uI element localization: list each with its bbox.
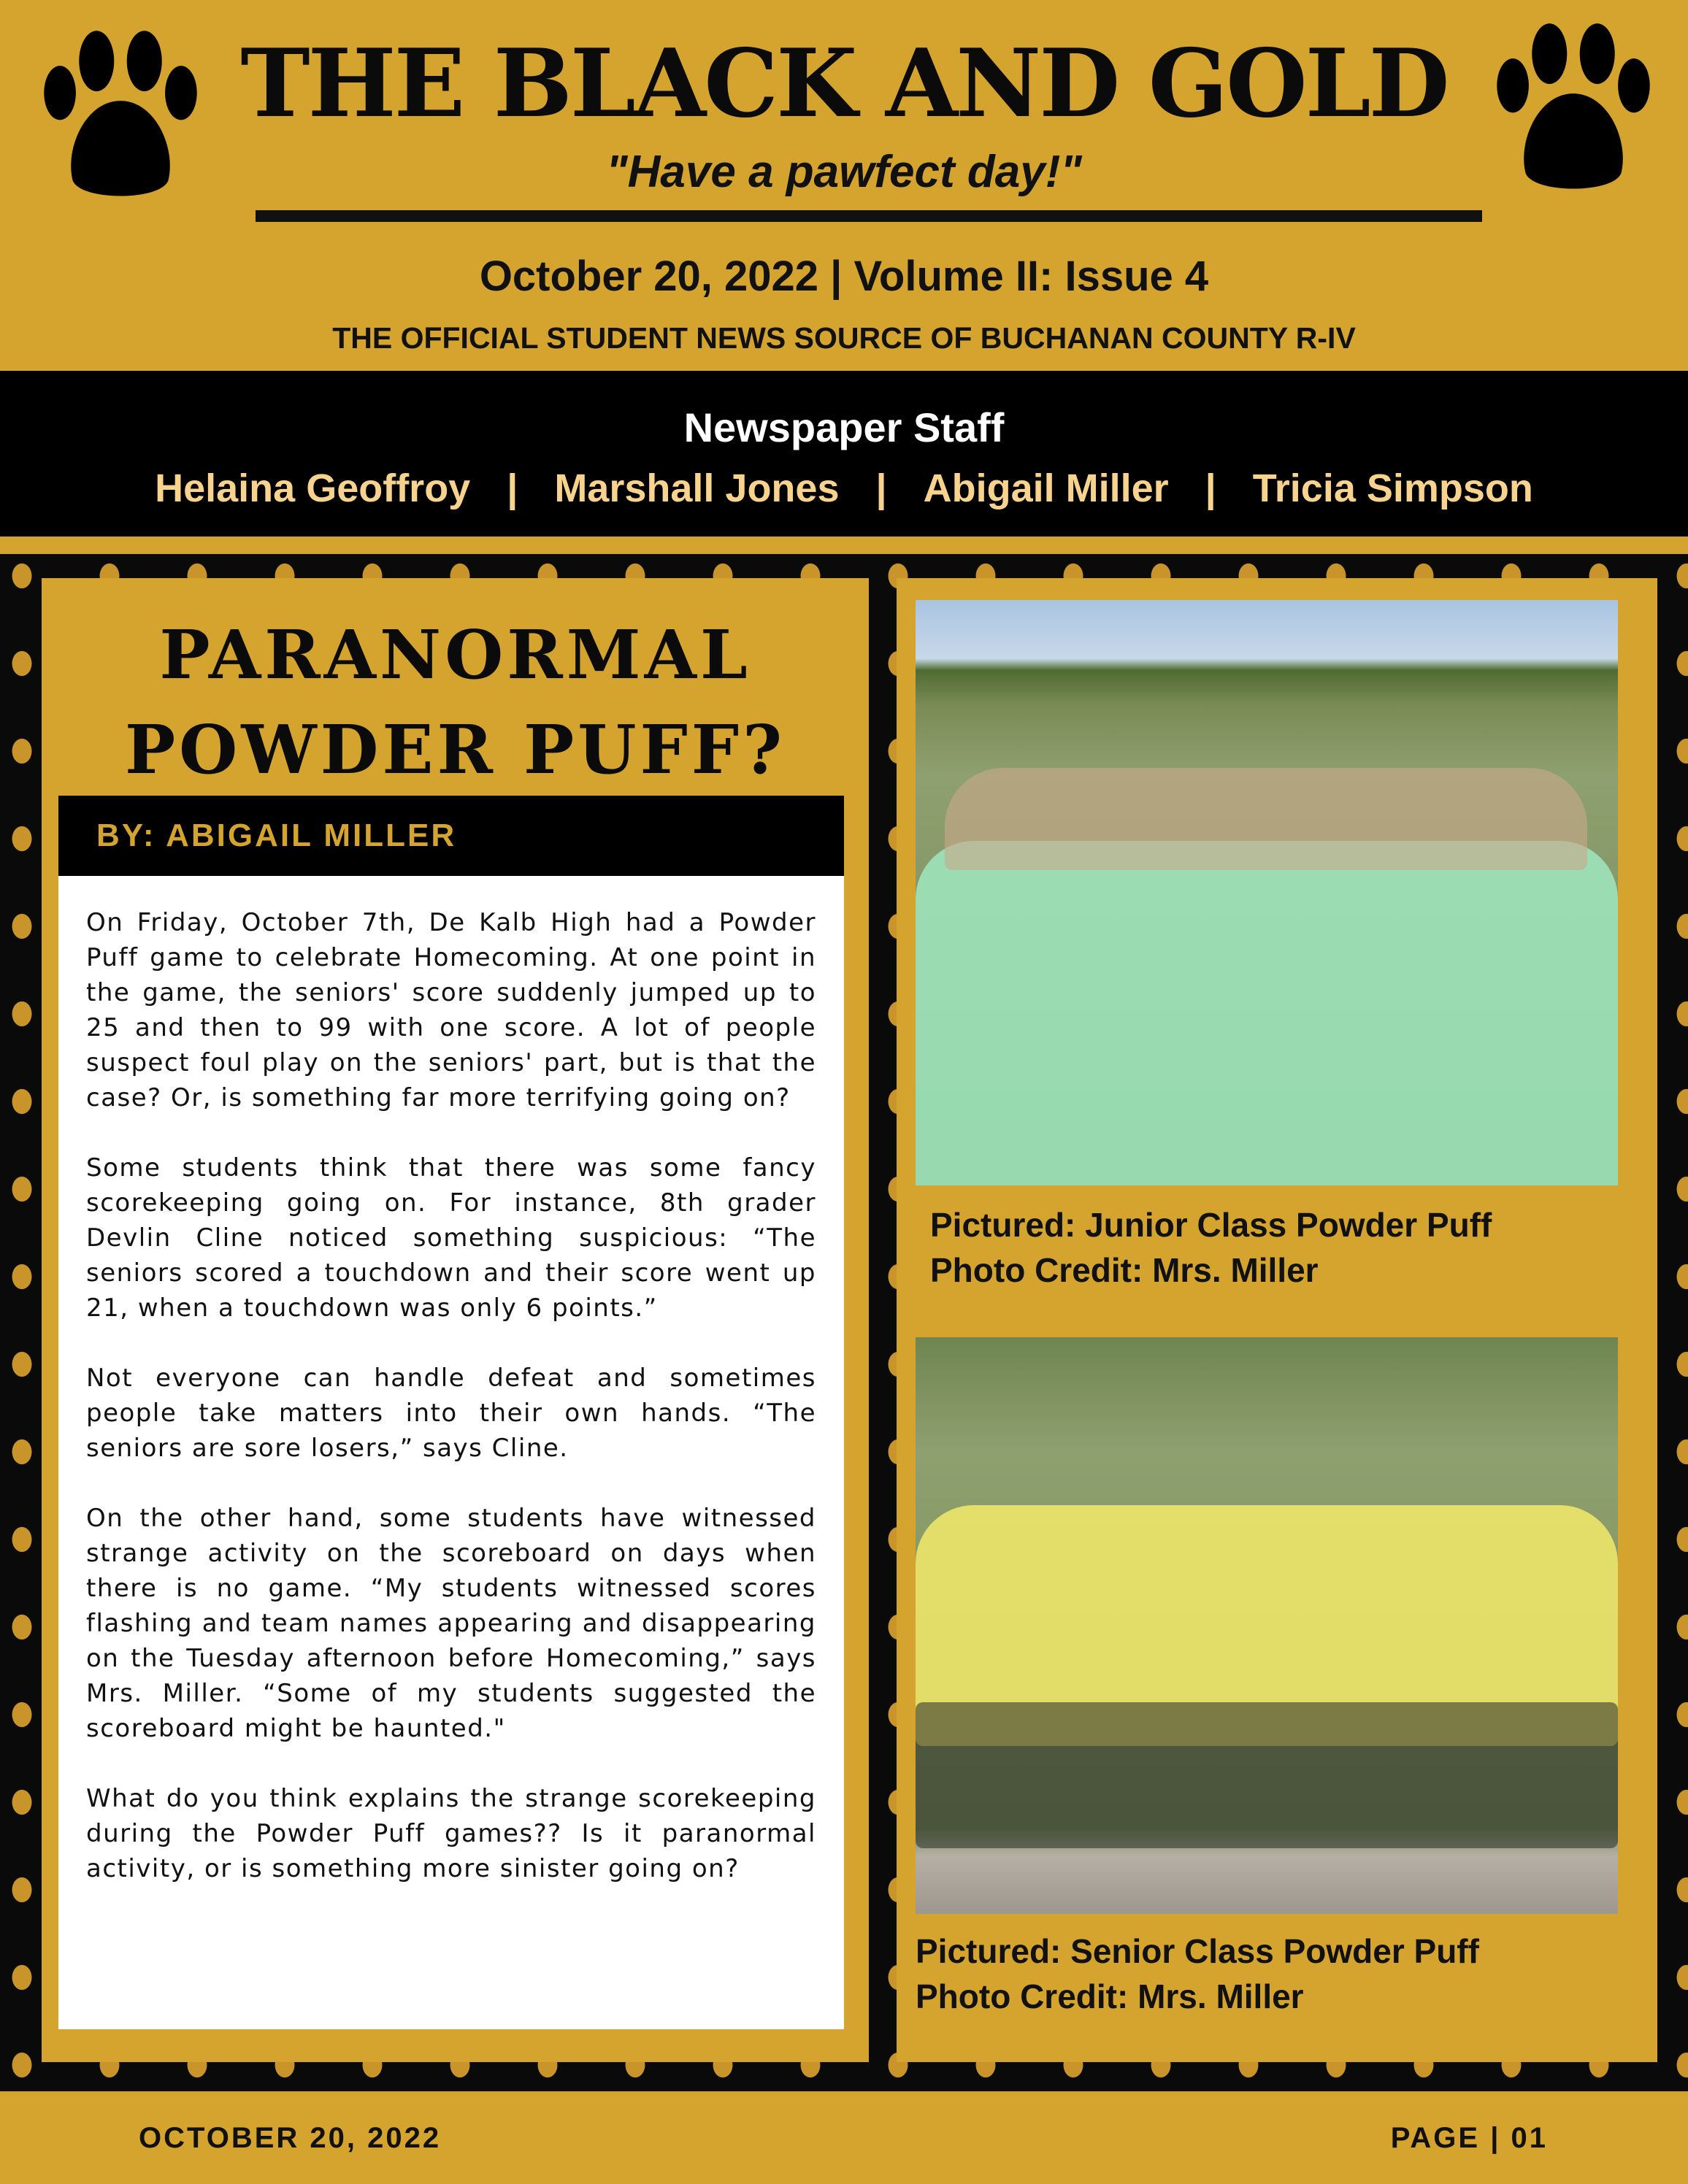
newspaper-title: THE BLACK AND GOLD <box>240 29 1448 139</box>
byline: BY: ABIGAIL MILLER <box>58 796 844 876</box>
staff-band <box>0 371 1688 537</box>
paragraph: On Friday, October 7th, De Kalb High had a Powder Puff game to celebrate Homecoming. At one point in the game, the seniors' score suddenly jumped up to 25 and then to 99 with one score. A lot of people suspect foul play on the seniors' part, but is that the case? Or, is something far more terrifying going on? <box>86 908 816 1112</box>
article-body <box>58 876 844 2029</box>
photo-caption <box>930 1202 1492 1293</box>
subtitle: THE OFFICIAL STUDENT NEWS SOURCE OF BUCHANAN COUNTY R-IV <box>332 321 1356 355</box>
staff-heading: Newspaper Staff <box>683 404 1005 450</box>
tagline: "Have a pawfect day!" <box>606 147 1082 197</box>
photo-credit: Photo Credit: Mrs. Miller <box>930 1251 1319 1289</box>
masthead <box>0 0 1688 371</box>
divider <box>256 210 1482 222</box>
senior-class-photo <box>916 1337 1618 1914</box>
paragraph: What do you think explains the strange scorekeeping during the Powder Puff games?? Is it paranormal activity, or is something more sinister going on? <box>86 1784 816 1883</box>
gold-stripe <box>0 537 1688 554</box>
staff-names <box>0 466 1688 511</box>
article-title-line: PARANORMAL <box>159 615 751 694</box>
footer <box>0 2091 1688 2184</box>
date-issue: October 20, 2022 | Volume II: Issue 4 <box>479 253 1209 300</box>
article-title-line: POWDER PUFF? <box>125 710 786 789</box>
staff-name: Tricia Simpson <box>1252 466 1533 510</box>
caption-text: Pictured: Senior Class Powder Puff <box>916 1932 1479 1970</box>
staff-name: Marshall Jones <box>554 466 840 510</box>
footer-date: OCTOBER 20, 2022 <box>139 2122 442 2154</box>
photo-card <box>897 578 1657 2062</box>
paragraph: On the other hand, some students have witnessed strange activity on the scoreboard on days when there is no game. “My students witnessed scores flashing and team names appearing and disappearing on the Tuesday afternoon before Homecoming,” says Mrs. Miller. “Some of my students suggested the scoreboard might be haunted." <box>86 1504 816 1743</box>
photo-caption <box>916 1929 1479 2019</box>
page-number: PAGE | 01 <box>1390 2122 1548 2154</box>
separator: | <box>875 466 887 510</box>
staff-name: Helaina Geoffroy <box>155 466 471 510</box>
junior-class-photo <box>916 600 1618 1185</box>
photo-credit: Photo Credit: Mrs. Miller <box>916 1977 1304 2015</box>
article-title <box>42 607 869 797</box>
separator: | <box>507 466 518 510</box>
staff-name: Abigail Miller <box>923 466 1169 510</box>
paragraph: Not everyone can handle defeat and sometimes people take matters into their own hands. “The seniors are sore losers,” says Cline. <box>86 1364 816 1463</box>
caption-text: Pictured: Junior Class Powder Puff <box>930 1206 1492 1244</box>
separator: | <box>1205 466 1216 510</box>
article-card <box>42 578 869 2062</box>
paragraph: Some students think that there was some fancy scorekeeping going on. For instance, 8th grader Devlin Cline noticed something suspicious: “The seniors scored a touchdown and their score went up 21, when a touchdown was only 6 points.” <box>86 1153 816 1323</box>
